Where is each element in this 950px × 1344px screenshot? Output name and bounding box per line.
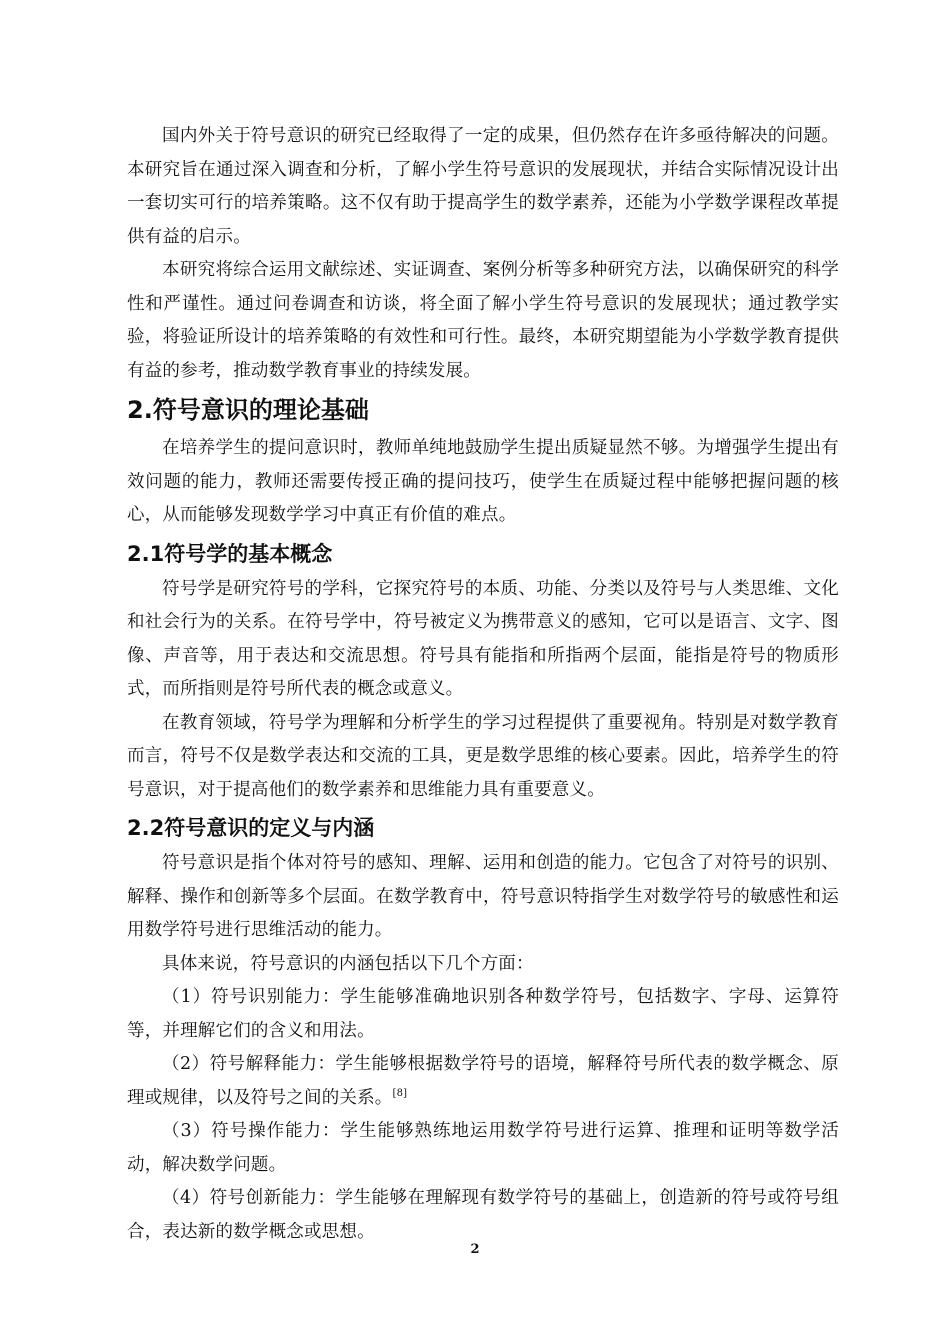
list-item-symbol-interpretation xyxy=(127,1048,839,1115)
citation-reference[interactable]: [8] xyxy=(392,1087,408,1099)
section-2-2-paragraph-2: 具体来说，符号意识的内涵包括以下几个方面： xyxy=(162,953,534,974)
section-2-1-paragraph-1: 符号学是研究符号的学科，它探究符号的本质、功能、分类以及符号与人类思维、文化和社会行为的关系。在符号学中，符号被定义为携带意义的感知，它可以是语言、文字、图像、声音等，用于表达和交流思想。符号具有能指和所指两个层面，能指是符号的物质形式，而所指则是符号所代表的概念或意义。 xyxy=(127,578,839,699)
section-2-2-paragraph-1: 符号意识是指个体对符号的感知、理解、运用和创造的能力。它包含了对符号的识别、解释、操作和创新等多个层面。在数学教育中，符号意识特指学生对数学符号的敏感性和运用数学符号进行思维活动的能力。 xyxy=(127,853,839,940)
page-content xyxy=(127,120,839,1249)
section-2-1-paragraph-2: 在教育领域，符号学为理解和分析学生的学习过程提供了重要视角。特别是对数学教育而言，符号不仅是数学表达和交流的工具，更是数学思维的核心要素。因此，培养学生的符号意识，对于提高他们的数学素养和思维能力具有重要意义。 xyxy=(127,712,839,800)
section-2-2-heading: 2.2符号意识的定义与内涵 xyxy=(127,816,375,840)
list-item-text: （2）符号解释能力：学生能够根据数学符号的语境，解释符号所代表的数学概念、原理或规律，以及符号之间的关系。 xyxy=(127,1054,839,1108)
page-number: 2 xyxy=(470,1242,480,1257)
section-2-paragraph-1: 在培养学生的提问意识时，教师单纯地鼓励学生提出质疑显然不够。为增强学生提出有效问题的能力，教师还需要传授正确的提问技巧，使学生在质疑过程中能够把握问题的核心，从而能够发现数学学习中真正有价值的难点。 xyxy=(127,438,839,525)
intro-paragraph-2: 本研究将综合运用文献综述、实证调查、案例分析等多种研究方法，以确保研究的科学性和严谨性。通过问卷调查和访谈，将全面了解小学生符号意识的发展现状；通过教学实验，将验证所设计的培养策略的有效性和可行性。最终，本研究期望能为小学数学教育提供有益的参考，推动数学教育事业的持续发展。 xyxy=(127,260,839,381)
list-item-symbol-innovation: （4）符号创新能力：学生能够在理解现有数学符号的基础上，创造新的符号或符号组合，表达新的数学概念或思想。 xyxy=(127,1188,839,1242)
section-2-1-heading: 2.1符号学的基本概念 xyxy=(127,541,333,566)
section-2-heading: 2.符号意识的理论基础 xyxy=(127,396,369,424)
list-item-symbol-operation: （3）符号操作能力：学生能够熟练地运用数学符号进行运算、推理和证明等数学活动，解决数学问题。 xyxy=(127,1121,839,1175)
list-item-symbol-recognition: （1）符号识别能力：学生能够准确地识别各种数学符号，包括数字、字母、运算符等，并理解它们的含义和用法。 xyxy=(127,987,839,1041)
intro-paragraph-1: 国内外关于符号意识的研究已经取得了一定的成果，但仍然存在许多亟待解决的问题。本研究旨在通过深入调查和分析，了解小学生符号意识的发展现状，并结合实际情况设计出一套切实可行的培养策略。这不仅有助于提高学生的数学素养，还能为小学数学课程改革提供有益的启示。 xyxy=(127,126,839,247)
